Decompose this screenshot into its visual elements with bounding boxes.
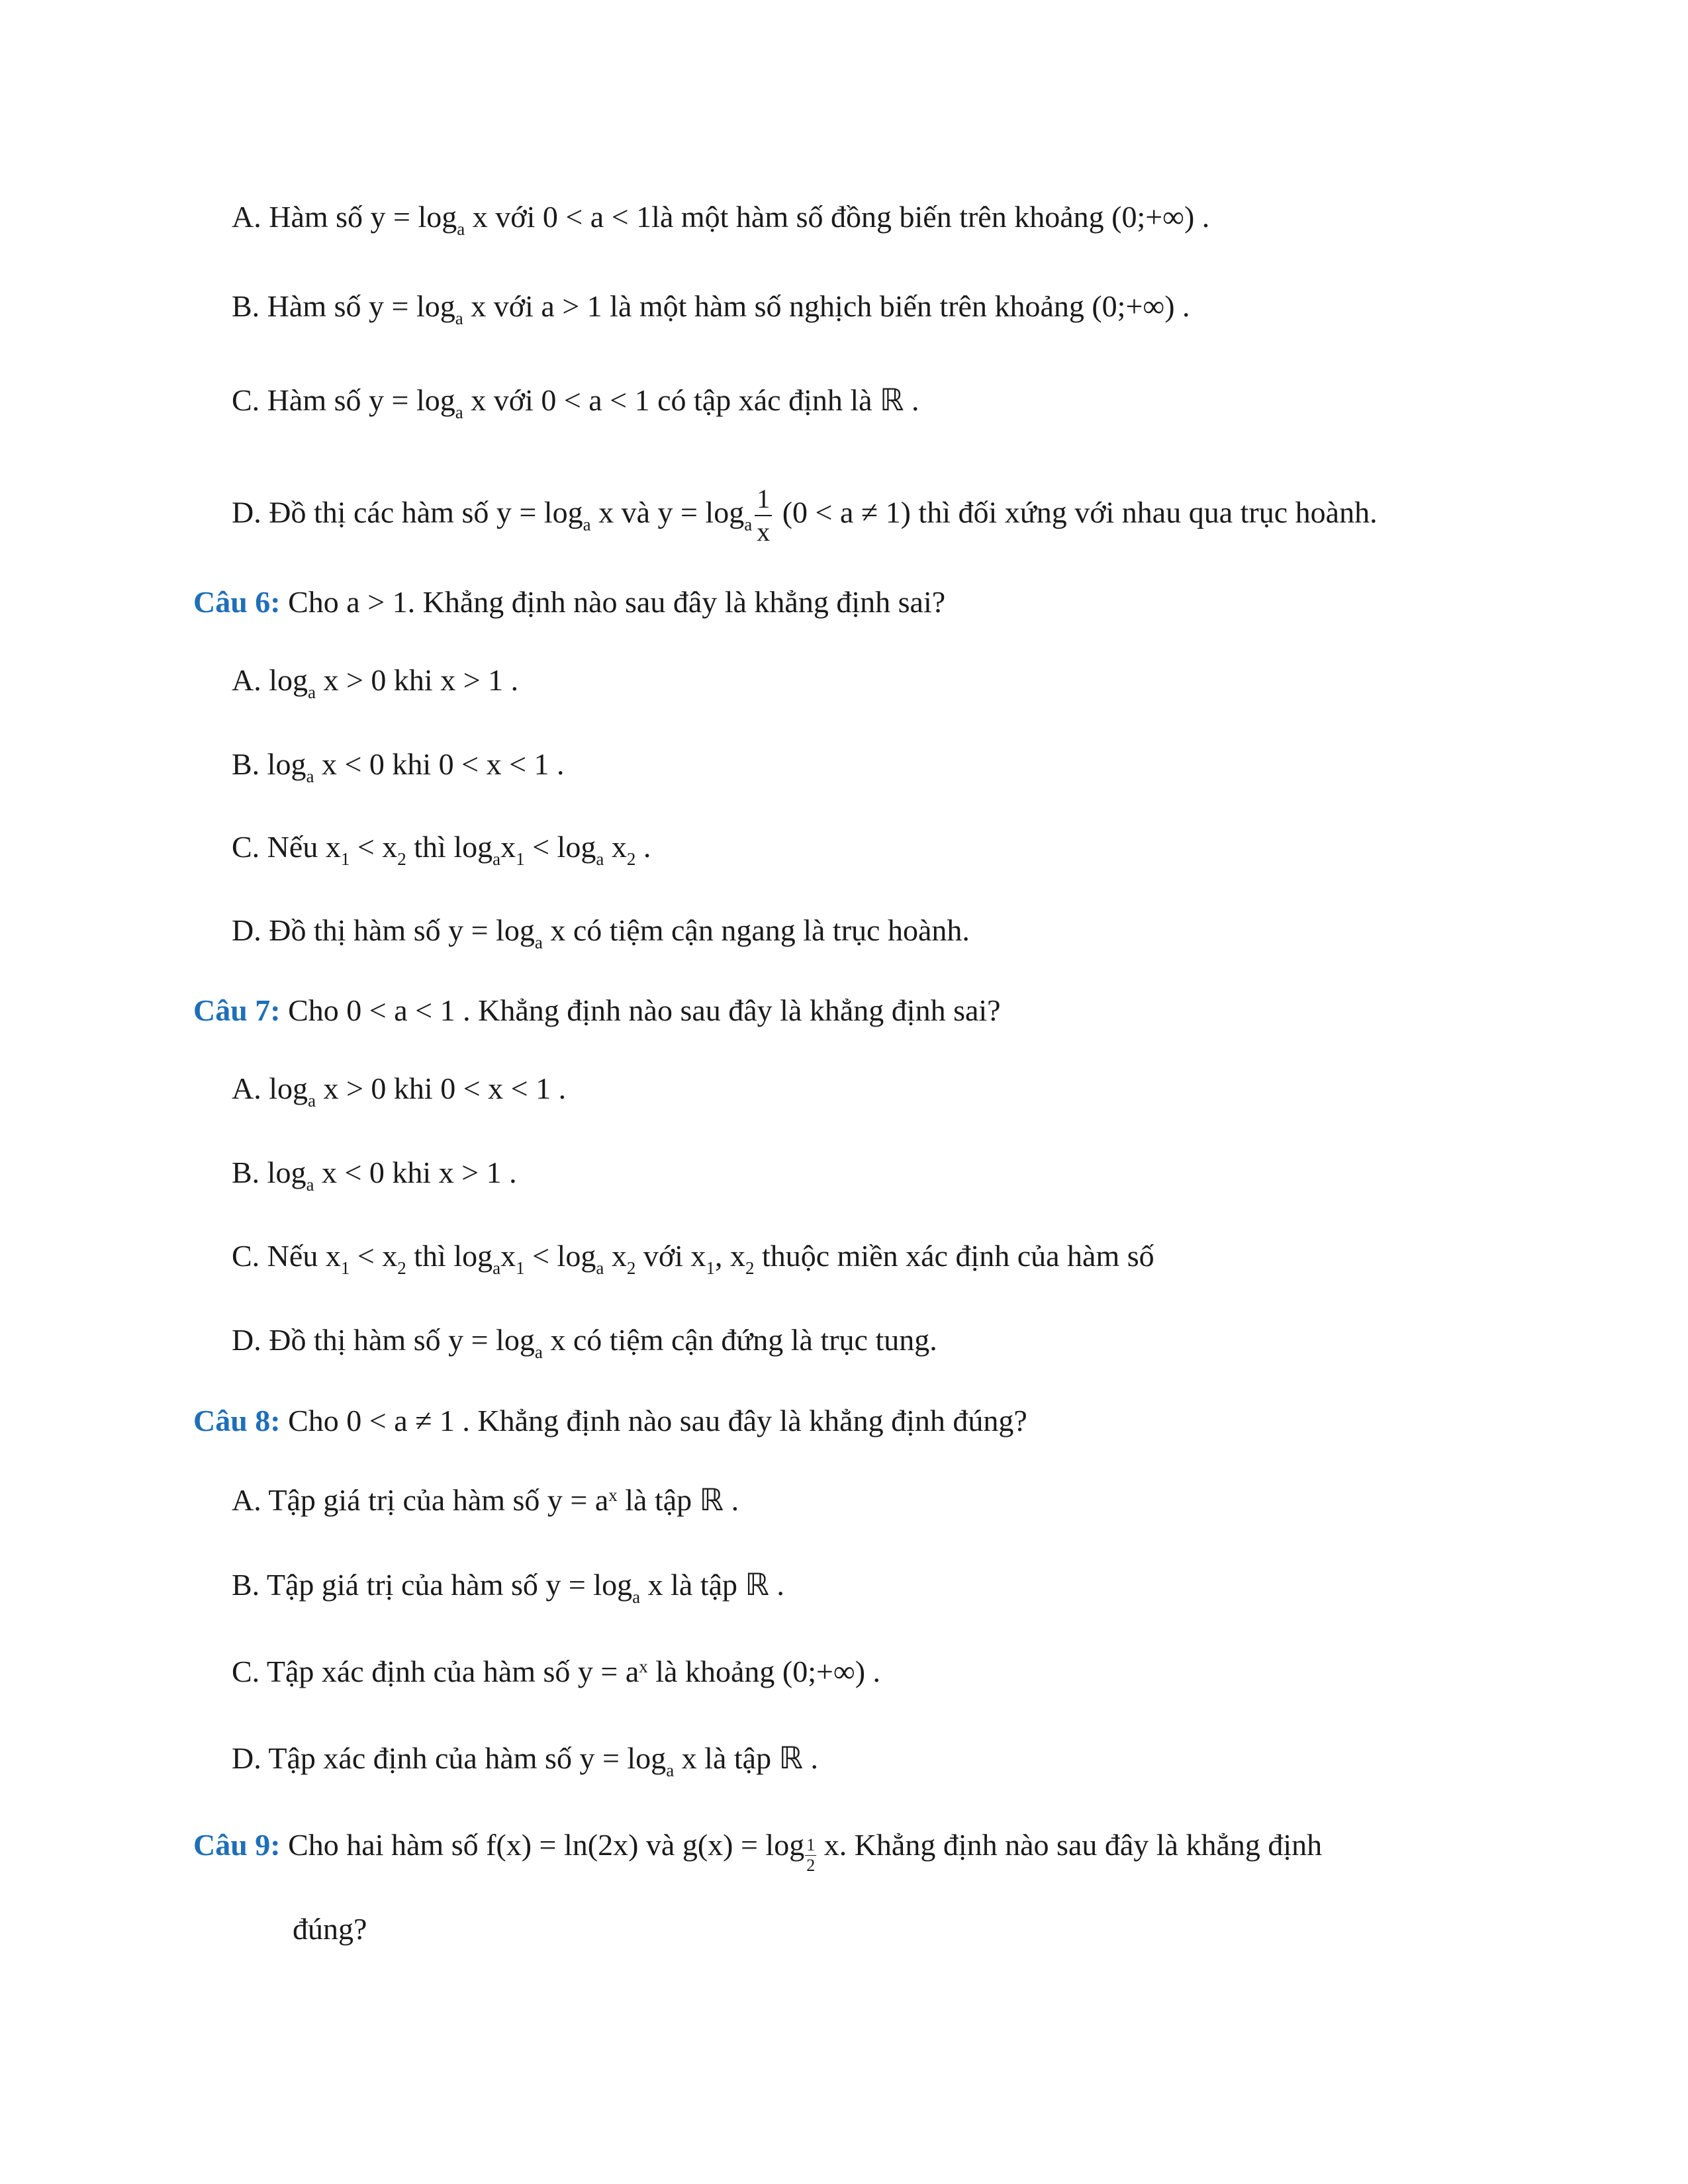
- question-9-continuation: đúng?: [293, 1912, 367, 1946]
- fraction-one-over-x: $\frac{1}{x}$: [755, 486, 772, 545]
- q7-option-b: B. $\log_a x < 0$ khi x > 1 .: [232, 1156, 517, 1195]
- q6-option-a: A. $\log_a x > 0$ khi x > 1 .: [232, 663, 519, 702]
- q6-option-c: C. Nếu $x_1 < x_2$ thì $\log_ax_1 < \log_a x_2$ .: [232, 830, 651, 869]
- q5-option-b: B. Hàm số $y = \log_a x$ với a > 1 là một hàm số nghịch biến trên khoảng (0;+∞) .: [232, 289, 1190, 328]
- question-8: Câu 8: Cho 0 < a ≠ 1 . Khẳng định nào sau đây là khẳng định đúng?: [193, 1404, 1027, 1437]
- q7-option-d: D. Đồ thị hàm số $y = \log_a x$ có tiệm cận đứng là trục tung.: [232, 1323, 937, 1362]
- q7-option-c: C. Nếu $x_1 < x_2$ thì $\log_ax_1 < \log_a x_2$ với $x_1$, $x_2$ thuộc miền xác định của hàm số: [232, 1239, 1154, 1278]
- q8-option-d: D. Tập xác định của hàm số $y = \log_a x$ là tập ℝ .: [232, 1741, 818, 1780]
- question-9: Câu 9: Cho hai hàm số f(x) = ln(2x) và g(x) = log $\frac{1}{2}$ x. Khẳng định nào sau đây là khẳng định: [193, 1828, 1323, 1875]
- question-6: Câu 6: Cho a > 1. Khẳng định nào sau đây là khẳng định sai?: [193, 585, 946, 619]
- q8-option-b: B. Tập giá trị của hàm số $y = \log_a x$ là tập ℝ .: [232, 1568, 784, 1607]
- question-9-label: Câu 9:: [193, 1828, 281, 1862]
- q6-option-b: B. $\log_a x < 0$ khi 0 < x < 1 .: [232, 747, 565, 786]
- q5-option-c: C. Hàm số $y = \log_a x$ với 0 < a < 1 có tập xác định là ℝ .: [232, 383, 919, 422]
- question-6-label: Câu 6:: [193, 585, 281, 619]
- fraction-one-half: $\frac{1}{2}$: [806, 1835, 816, 1875]
- q5-option-d: D. Đồ thị các hàm số $y = \log_a x$ và $y = \log_a$ $\frac{1}{x}$ (0 < a ≠ 1) thì đối xứng với nhau qua trục hoành.: [232, 484, 1378, 547]
- question-7: Câu 7: Cho 0 < a < 1 . Khẳng định nào sau đây là khẳng định sai?: [193, 993, 1001, 1027]
- q5-option-a: A. Hàm số $y = \log_a x$ với 0 < a < 1là một hàm số đồng biến trên khoảng (0;+∞) .: [232, 200, 1210, 239]
- q7-option-a: A. $\log_a x > 0$ khi 0 < x < 1 .: [232, 1071, 567, 1111]
- q6-option-d: D. Đồ thị hàm số $y = \log_a x$ có tiệm cận ngang là trục hoành.: [232, 913, 970, 952]
- q8-option-c: C. Tập xác định của hàm số $y = a^x$ là khoảng (0;+∞) .: [232, 1655, 881, 1688]
- q8-option-a: A. Tập giá trị của hàm số $y = a^x$ là tập ℝ .: [232, 1483, 739, 1517]
- question-8-label: Câu 8:: [193, 1404, 281, 1437]
- question-7-label: Câu 7:: [193, 993, 281, 1027]
